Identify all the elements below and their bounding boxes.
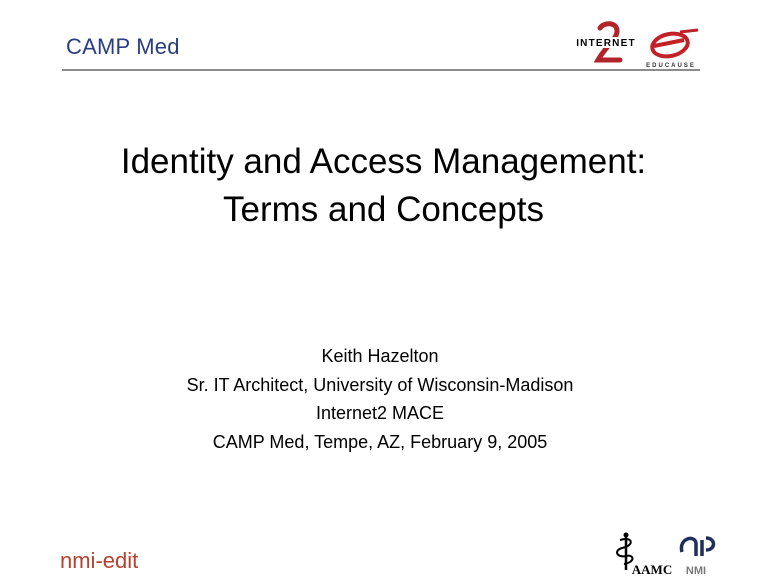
aamc-logo xyxy=(612,530,676,578)
slide-title-line: Identity and Access Management: xyxy=(120,142,647,181)
internet2-logo xyxy=(570,20,642,72)
educause-logo xyxy=(640,28,702,70)
author-name: Keith Hazelton xyxy=(321,346,439,366)
author-block xyxy=(130,342,630,456)
footer-label: nmi-edit xyxy=(60,548,139,573)
nmi-logo-text: NMI xyxy=(685,565,707,576)
author-org: Internet2 MACE xyxy=(315,403,445,423)
nmi-logo xyxy=(676,530,716,576)
header-title: CAMP Med xyxy=(66,34,180,59)
internet2-logo-text: INTERNET xyxy=(576,38,636,49)
event-info: CAMP Med, Tempe, AZ, February 9, 2005 xyxy=(212,431,548,452)
slide-title xyxy=(40,138,727,234)
aamc-logo-text: AAMC xyxy=(631,562,673,577)
slide-title-line: Terms and Concepts xyxy=(223,190,544,229)
author-role: Sr. IT Architect, University of Wisconsin-Madison xyxy=(186,374,574,395)
educause-logo-text: EDUCAUSE xyxy=(646,63,696,69)
